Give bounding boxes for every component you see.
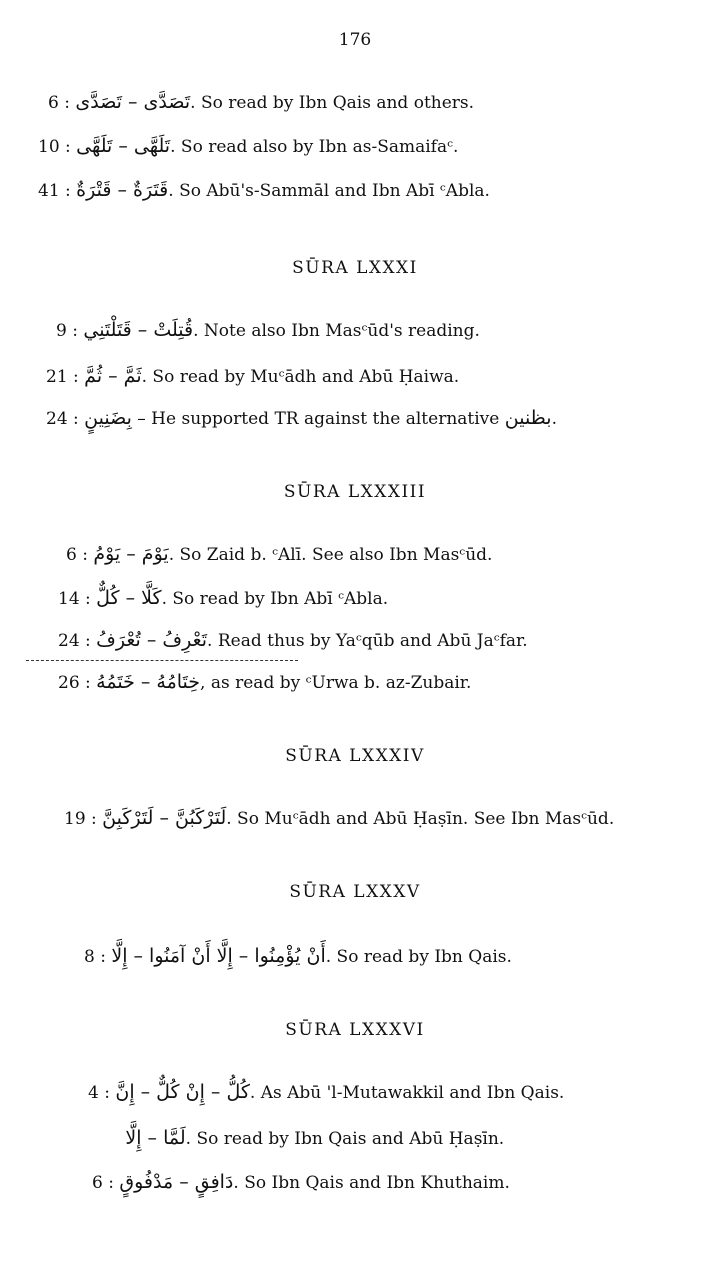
entry-line — [84, 944, 512, 969]
entry-note: . Read thus by Yaᶜqūb and Abū Jaᶜfar. — [207, 631, 528, 651]
verse-number: 6 : — [66, 545, 88, 565]
arabic-variant: ثَمَّ – ثُمَّ — [84, 365, 142, 387]
entry-note: . So read by Ibn Qais. — [325, 947, 512, 967]
arabic-variant: لَمَّا – إِلَّا — [125, 1127, 186, 1149]
verse-number: 4 : — [88, 1083, 110, 1103]
entry-line — [120, 1126, 504, 1151]
arabic-variant: تَلَهَّى – تَلَهَّى — [76, 135, 171, 157]
entry-line — [56, 318, 480, 343]
arabic-variant: لَتَرْكَبُنَّ – لَتَرْكَبِنَّ — [102, 807, 227, 829]
entry-line — [46, 406, 557, 431]
arabic-variant: خِتَامُهُ – خَتَمُهُ — [96, 671, 201, 693]
verse-number: 26 : — [58, 673, 91, 693]
verse-number: 14 : — [58, 589, 91, 609]
arabic-variant: دَافِقٍ – مَدْفُوقٍ — [119, 1171, 234, 1193]
verse-number: 10 : — [38, 137, 71, 157]
arabic-variant: كَلَّا – كُلٌّ — [96, 587, 162, 609]
entry-note: – He supported TR against the alternative — [131, 409, 505, 429]
verse-number: 24 : — [58, 631, 91, 651]
entry-line — [92, 1170, 510, 1195]
arabic-variant: تَعْرِفُ – تُعْرَفُ — [96, 629, 208, 651]
entry-note: . So Muᶜādh and Abū Ḥaṣīn. See Ibn Masᶜūd. — [226, 809, 615, 829]
entry-note: . So Zaid b. ᶜAlī. See also Ibn Masᶜūd. — [168, 545, 493, 565]
entry-line — [38, 134, 458, 159]
entry-note-end: . — [551, 409, 557, 429]
entry-note: . As Abū 'l-Mutawakkil and Ibn Qais. — [249, 1083, 565, 1103]
entry-note: . So Ibn Qais and Ibn Khuthaim. — [233, 1173, 510, 1193]
arabic-variant: قُتِلَتْ – قَتَلْتَنِي — [83, 319, 194, 341]
entry-line — [66, 542, 492, 567]
arabic-variant: كُلُّ – إِنْ كُلٌّ – إِنَّ — [115, 1081, 250, 1103]
verse-number: 19 : — [64, 809, 97, 829]
sura-heading: SŪRA LXXXI — [292, 258, 418, 278]
page-number: 176 — [338, 30, 372, 50]
arabic-variant: يَوْمَ – يَوْمُ — [93, 543, 169, 565]
entry-note: . So read by Muᶜādh and Abū Ḥaiwa. — [141, 367, 460, 387]
sura-heading: SŪRA LXXXVI — [285, 1020, 425, 1040]
arabic-variant: أَنْ يُؤْمِنُوا – إِلَّا أَنْ آمَنُوا – إِلَّا — [111, 945, 326, 967]
verse-number: 21 : — [46, 367, 79, 387]
pencil-underline — [26, 660, 298, 661]
entry-line — [64, 806, 614, 831]
entry-line — [46, 364, 459, 389]
entry-line — [58, 670, 471, 695]
sura-heading: SŪRA LXXXIV — [285, 746, 425, 766]
entry-note: . So read by Ibn Abī ᶜAbla. — [161, 589, 389, 609]
entry-note: . So read by Ibn Qais and Abū Ḥaṣīn. — [185, 1129, 505, 1149]
sura-heading: SŪRA LXXXV — [289, 882, 421, 902]
entry-line — [58, 586, 388, 611]
entry-line — [48, 90, 474, 115]
entry-note: , as read by ᶜUrwa b. az-Zubair. — [200, 673, 472, 693]
sura-heading: SŪRA LXXXIII — [283, 482, 427, 502]
entry-note: . So Abū's-Sammāl and Ibn Abī ᶜAbla. — [168, 181, 490, 201]
entry-note: . So read also by Ibn as-Samaifaᶜ. — [170, 137, 459, 157]
entry-note: . So read by Ibn Qais and others. — [190, 93, 475, 113]
verse-number: 24 : — [46, 409, 79, 429]
verse-number: 41 : — [38, 181, 71, 201]
entry-note: . Note also Ibn Masᶜūd's reading. — [193, 321, 480, 341]
verse-number: 8 : — [84, 947, 106, 967]
arabic-alternative: بظنين — [504, 407, 552, 429]
verse-number: 6 : — [92, 1173, 114, 1193]
entry-line — [58, 628, 528, 653]
entry-line — [38, 178, 490, 203]
verse-number: 9 : — [56, 321, 78, 341]
arabic-variant: بِضَنِينٍ — [84, 407, 132, 429]
arabic-variant: قَتَرَةٌ – قَتْرَةٌ — [76, 179, 169, 201]
arabic-variant: تَصَدَّى – تَصَدَّى — [75, 91, 191, 113]
entry-line — [88, 1080, 564, 1105]
verse-number: 6 : — [48, 93, 70, 113]
